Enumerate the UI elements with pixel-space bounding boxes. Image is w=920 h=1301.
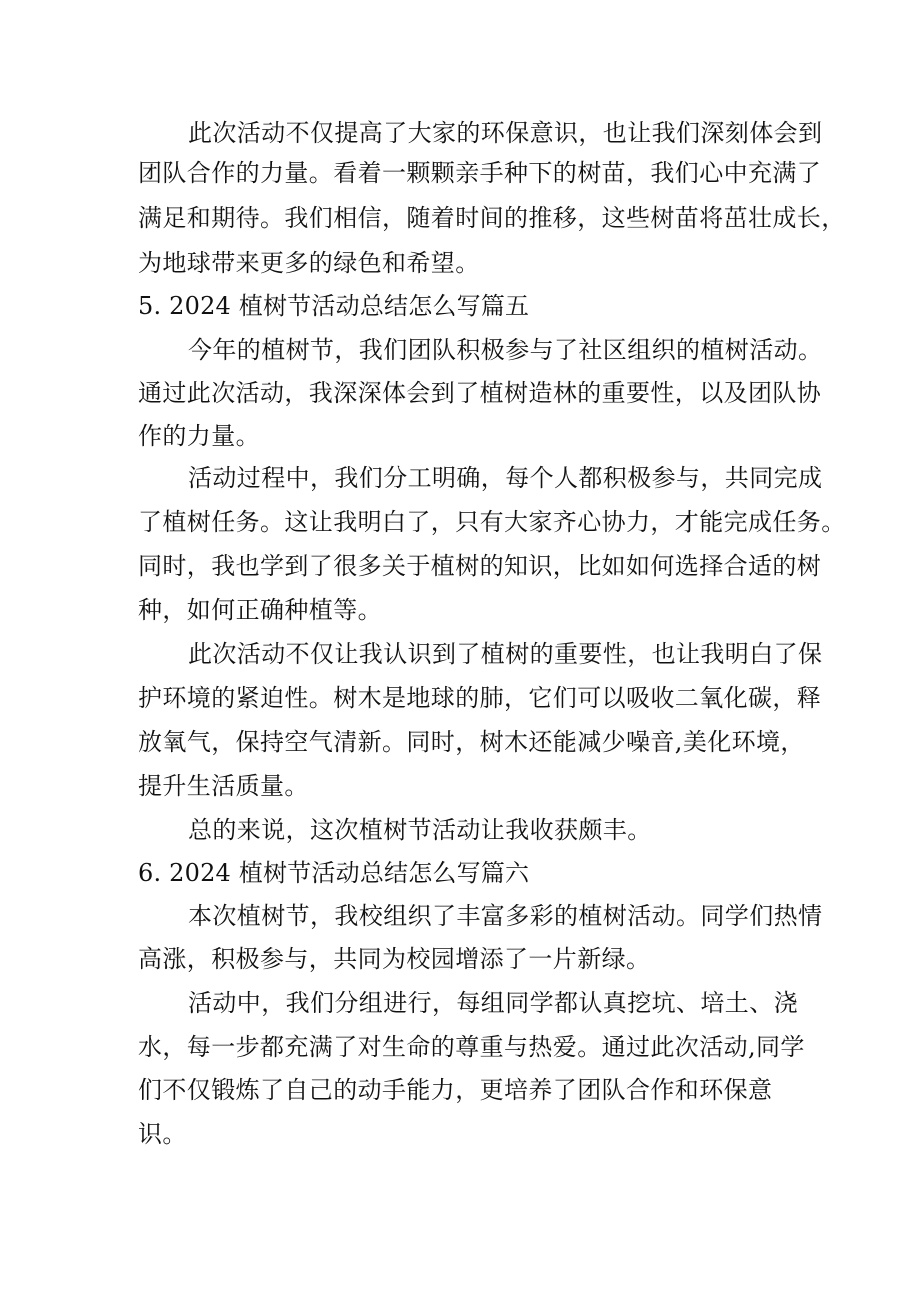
paragraph-line: 满足和期待。我们相信，随着时间的推移，这些树苗将茁壮成长， bbox=[138, 204, 846, 232]
paragraph-line: 今年的植树节，我们团队积极参与了社区组织的植树活动。 bbox=[188, 336, 823, 364]
paragraph-line: 活动中，我们分组进行，每组同学都认真挖坑、培土、浇 bbox=[188, 989, 798, 1017]
paragraph-line: 作的力量。 bbox=[138, 422, 260, 450]
paragraph-line: 团队合作的力量。看着一颗颗亲手种下的树苗，我们心中充满了 bbox=[138, 159, 822, 187]
paragraph-line: 此次活动不仅提高了大家的环保意识，也让我们深刻体会到 bbox=[188, 119, 823, 147]
paragraph-line: 本次植树节，我校组织了丰富多彩的植树活动。同学们热情 bbox=[188, 902, 823, 930]
paragraph-line: 放氧气，保持空气清新。同时，树木还能减少噪音,美化环境， bbox=[138, 728, 805, 756]
paragraph-line: 护环境的紧迫性。树木是地球的肺，它们可以吸收二氧化碳，释 bbox=[138, 684, 822, 712]
paragraph-line: 为地球带来更多的绿色和希望。 bbox=[138, 249, 480, 277]
section-heading-5: 5. 2024 植树节活动总结怎么写篇五 bbox=[138, 292, 530, 320]
paragraph-line: 种，如何正确种植等。 bbox=[138, 596, 382, 624]
section-heading-6: 6. 2024 植树节活动总结怎么写篇六 bbox=[138, 859, 530, 887]
paragraph-line: 同时，我也学到了很多关于植树的知识，比如如何选择合适的树 bbox=[138, 552, 822, 580]
paragraph-line: 高涨，积极参与，共同为校园增添了一片新绿。 bbox=[138, 945, 651, 973]
paragraph-line: 通过此次活动，我深深体会到了植树造林的重要性，以及团队协 bbox=[138, 379, 822, 407]
paragraph-line: 们不仅锻炼了自己的动手能力，更培养了团队合作和环保意 bbox=[138, 1076, 773, 1104]
paragraph-line: 此次活动不仅让我认识到了植树的重要性，也让我明白了保 bbox=[188, 640, 823, 668]
paragraph-line: 总的来说，这次植树节活动让我收获颇丰。 bbox=[188, 816, 652, 844]
paragraph-line: 提升生活质量。 bbox=[138, 772, 309, 800]
paragraph-line: 水，每一步都充满了对生命的尊重与热爱。通过此次活动,同学 bbox=[138, 1033, 805, 1061]
paragraph-line: 识。 bbox=[138, 1120, 187, 1148]
paragraph-line: 活动过程中，我们分工明确，每个人都积极参与，共同完成 bbox=[188, 464, 823, 492]
paragraph-line: 了植树任务。这让我明白了，只有大家齐心协力，才能完成任务。 bbox=[138, 508, 846, 536]
